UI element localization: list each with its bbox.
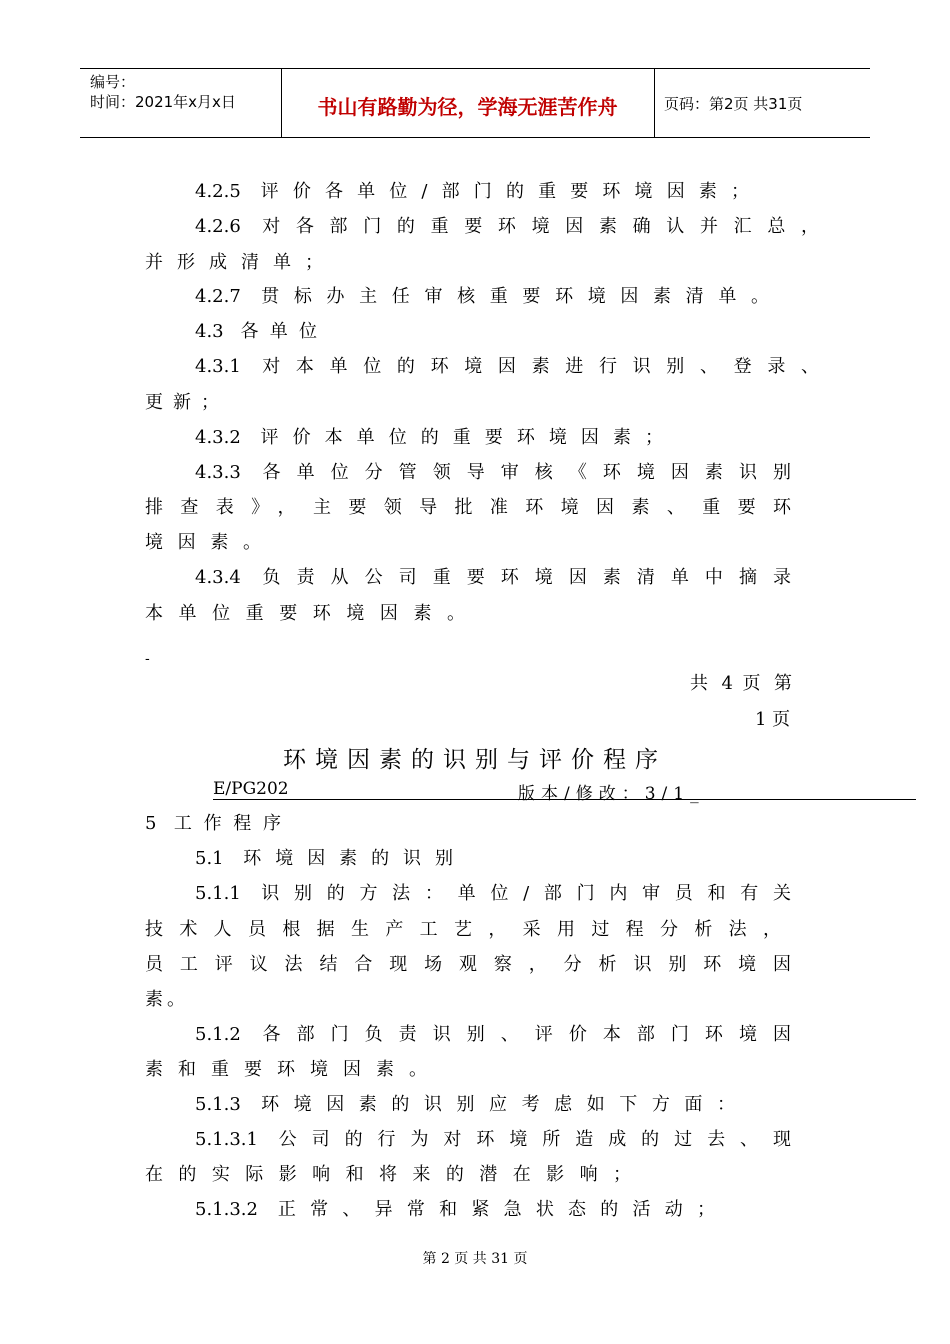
document-version: 版本/修改：3/1_	[518, 784, 705, 804]
text-line: 境因素。	[145, 532, 261, 553]
text-line: 4.2.7 贯标办主任审核重要环境因素清单。	[195, 286, 769, 307]
page-header	[80, 68, 870, 138]
text-line: 5.1.3 环境因素的识别应考虑如下方面：	[195, 1094, 735, 1115]
header-motto: 书山有路勤为径，学海无涯苦作舟	[317, 95, 618, 119]
text-line: 4.2.6 对各部门的重要环境因素确认并汇总，	[195, 216, 819, 237]
dash-mark: -	[145, 651, 150, 667]
text-line: 并形成清单；	[145, 252, 323, 273]
text-line: 4.3.1 对本单位的环境因素进行识别、登录、	[195, 356, 819, 377]
text-line: 5.1.1 识别的方法：单位/部门内审员和有关	[195, 883, 791, 904]
document-code-line	[213, 779, 916, 804]
text-line: 技术人员根据生产工艺，采用过程分析法，	[145, 919, 781, 940]
section-heading: 5.1 环境因素的识别	[195, 848, 453, 869]
text-line: 5.1.3.2 正常、异常和紧急状态的活动；	[195, 1199, 715, 1220]
page-footer: 第 2 页 共 31 页	[422, 1251, 528, 1267]
text-line: 素和重要环境因素。	[145, 1059, 427, 1080]
section-heading: 5 工作程序	[145, 813, 281, 834]
header-page-number: 页码：第2页 共31页	[664, 95, 803, 113]
page-count-line: 共 4 页 第	[690, 673, 792, 694]
text-line: 4.3.4 负责从公司重要环境因素清单中摘录	[195, 567, 791, 588]
page-count-line: 1 页	[755, 709, 791, 730]
text-line: 4.2.5 评价各单位/部门的重要环境因素；	[195, 181, 749, 202]
text-line: 更新；	[145, 392, 219, 413]
text-line: 在的实际影响和将来的潜在影响；	[145, 1164, 631, 1185]
text-line: 5.1.3.1 公司的行为对环境所造成的过去、现	[195, 1129, 791, 1150]
text-line: 4.3.3 各单位分管领导审核《环境因素识别	[195, 462, 791, 483]
text-line: 排查表》，主要领导批准环境因素、重要环	[145, 497, 791, 518]
document-title: 环境因素的识别与评价程序	[283, 747, 667, 773]
header-divider	[654, 69, 655, 137]
section-heading: 4.3 各单位	[195, 321, 317, 342]
text-line: 5.1.2 各部门负责识别、评价本部门环境因	[195, 1024, 791, 1045]
text-line: 本单位重要环境因素。	[145, 603, 465, 624]
document-number-label: 编号：	[90, 73, 136, 91]
text-line: 4.3.2 评价本单位的重要环境因素；	[195, 427, 663, 448]
document-code: E/PG202	[213, 779, 289, 799]
document-time-label: 时间：2021年x月x日	[90, 93, 236, 111]
text-line: 员工评议法结合现场观察，分析识别环境因	[145, 954, 791, 975]
text-line: 素。	[145, 989, 185, 1010]
